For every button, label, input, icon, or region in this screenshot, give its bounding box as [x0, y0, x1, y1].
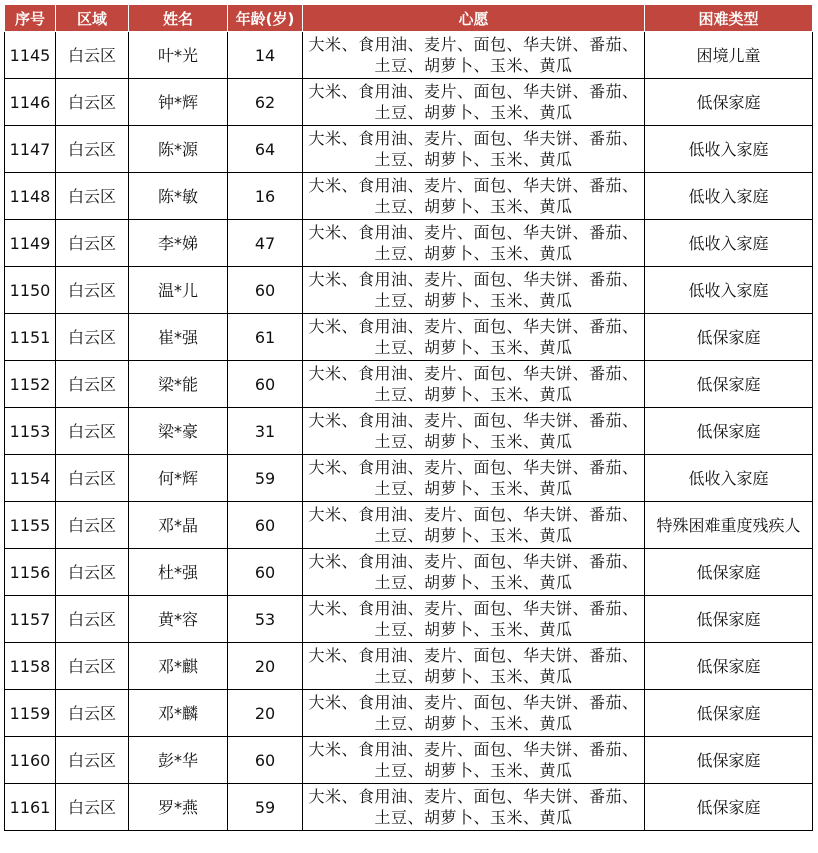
cell-district: 白云区	[56, 314, 129, 361]
cell-name: 崔*强	[129, 314, 228, 361]
header-wish: 心愿	[303, 5, 645, 32]
cell-name: 罗*燕	[129, 784, 228, 831]
cell-wish	[303, 784, 645, 831]
cell-district: 白云区	[56, 32, 129, 79]
cell-wish	[303, 126, 645, 173]
cell-wish	[303, 408, 645, 455]
cell-type: 低保家庭	[645, 784, 813, 831]
cell-district: 白云区	[56, 408, 129, 455]
cell-age: 60	[228, 361, 303, 408]
cell-type: 低保家庭	[645, 643, 813, 690]
cell-district: 白云区	[56, 173, 129, 220]
cell-wish	[303, 502, 645, 549]
cell-name: 邓*麟	[129, 690, 228, 737]
header-district: 区域	[56, 5, 129, 32]
wish-list-table	[4, 4, 813, 831]
table-row	[5, 596, 813, 643]
cell-type: 低保家庭	[645, 408, 813, 455]
cell-id: 1159	[5, 690, 56, 737]
cell-district: 白云区	[56, 126, 129, 173]
table-body	[5, 32, 813, 831]
table-row	[5, 220, 813, 267]
cell-type: 低保家庭	[645, 79, 813, 126]
cell-id: 1154	[5, 455, 56, 502]
cell-id: 1156	[5, 549, 56, 596]
cell-name: 邓*晶	[129, 502, 228, 549]
cell-name: 梁*豪	[129, 408, 228, 455]
wish-line-2: 土豆、胡萝卜、玉米、黄瓜	[374, 150, 573, 169]
wish-line-2: 土豆、胡萝卜、玉米、黄瓜	[374, 620, 573, 639]
cell-district: 白云区	[56, 267, 129, 314]
wish-line-2: 土豆、胡萝卜、玉米、黄瓜	[374, 197, 573, 216]
cell-type: 低收入家庭	[645, 220, 813, 267]
wish-line-2: 土豆、胡萝卜、玉米、黄瓜	[374, 761, 573, 780]
cell-id: 1147	[5, 126, 56, 173]
wish-line-2: 土豆、胡萝卜、玉米、黄瓜	[374, 667, 573, 686]
cell-type: 低保家庭	[645, 690, 813, 737]
table-row	[5, 173, 813, 220]
cell-type: 低保家庭	[645, 596, 813, 643]
wish-line-2: 土豆、胡萝卜、玉米、黄瓜	[374, 385, 573, 404]
cell-age: 53	[228, 596, 303, 643]
cell-type: 低保家庭	[645, 361, 813, 408]
cell-wish	[303, 643, 645, 690]
cell-district: 白云区	[56, 596, 129, 643]
table-header	[5, 5, 813, 32]
cell-age: 61	[228, 314, 303, 361]
header-name: 姓名	[129, 5, 228, 32]
cell-type: 低收入家庭	[645, 267, 813, 314]
table-row	[5, 549, 813, 596]
cell-wish	[303, 79, 645, 126]
table-row	[5, 690, 813, 737]
wish-line-1: 大米、食用油、麦片、面包、华夫饼、番茄、	[308, 599, 639, 618]
cell-name: 李*娣	[129, 220, 228, 267]
cell-id: 1149	[5, 220, 56, 267]
cell-district: 白云区	[56, 502, 129, 549]
cell-wish	[303, 173, 645, 220]
wish-line-1: 大米、食用油、麦片、面包、华夫饼、番茄、	[308, 411, 639, 430]
cell-type: 低收入家庭	[645, 173, 813, 220]
cell-wish	[303, 314, 645, 361]
wish-line-2: 土豆、胡萝卜、玉米、黄瓜	[374, 244, 573, 263]
table-row	[5, 79, 813, 126]
wish-line-1: 大米、食用油、麦片、面包、华夫饼、番茄、	[308, 35, 639, 54]
cell-district: 白云区	[56, 549, 129, 596]
wish-line-1: 大米、食用油、麦片、面包、华夫饼、番茄、	[308, 82, 639, 101]
cell-name: 杜*强	[129, 549, 228, 596]
table-row	[5, 502, 813, 549]
cell-type: 困境儿童	[645, 32, 813, 79]
cell-id: 1157	[5, 596, 56, 643]
cell-name: 何*辉	[129, 455, 228, 502]
cell-age: 20	[228, 643, 303, 690]
table-row	[5, 643, 813, 690]
cell-name: 叶*光	[129, 32, 228, 79]
cell-district: 白云区	[56, 643, 129, 690]
cell-type: 低收入家庭	[645, 455, 813, 502]
wish-line-1: 大米、食用油、麦片、面包、华夫饼、番茄、	[308, 646, 639, 665]
cell-id: 1161	[5, 784, 56, 831]
wish-line-1: 大米、食用油、麦片、面包、华夫饼、番茄、	[308, 129, 639, 148]
cell-type: 低保家庭	[645, 737, 813, 784]
cell-name: 温*儿	[129, 267, 228, 314]
cell-wish	[303, 690, 645, 737]
cell-age: 16	[228, 173, 303, 220]
cell-id: 1145	[5, 32, 56, 79]
cell-wish	[303, 596, 645, 643]
wish-line-1: 大米、食用油、麦片、面包、华夫饼、番茄、	[308, 364, 639, 383]
table-row	[5, 126, 813, 173]
wish-line-2: 土豆、胡萝卜、玉米、黄瓜	[374, 338, 573, 357]
wish-line-1: 大米、食用油、麦片、面包、华夫饼、番茄、	[308, 458, 639, 477]
wish-line-1: 大米、食用油、麦片、面包、华夫饼、番茄、	[308, 693, 639, 712]
cell-id: 1146	[5, 79, 56, 126]
wish-line-2: 土豆、胡萝卜、玉米、黄瓜	[374, 573, 573, 592]
wish-line-2: 土豆、胡萝卜、玉米、黄瓜	[374, 56, 573, 75]
table-row	[5, 267, 813, 314]
cell-type: 特殊困难重度残疾人	[645, 502, 813, 549]
cell-district: 白云区	[56, 220, 129, 267]
header-row	[5, 5, 813, 32]
cell-age: 64	[228, 126, 303, 173]
wish-line-2: 土豆、胡萝卜、玉米、黄瓜	[374, 479, 573, 498]
table-row	[5, 32, 813, 79]
wish-line-1: 大米、食用油、麦片、面包、华夫饼、番茄、	[308, 223, 639, 242]
header-id: 序号	[5, 5, 56, 32]
cell-wish	[303, 549, 645, 596]
cell-age: 62	[228, 79, 303, 126]
cell-wish	[303, 455, 645, 502]
cell-wish	[303, 267, 645, 314]
cell-name: 彭*华	[129, 737, 228, 784]
table-row	[5, 314, 813, 361]
wish-line-2: 土豆、胡萝卜、玉米、黄瓜	[374, 432, 573, 451]
cell-age: 60	[228, 549, 303, 596]
wish-line-1: 大米、食用油、麦片、面包、华夫饼、番茄、	[308, 270, 639, 289]
table-row	[5, 408, 813, 455]
cell-age: 31	[228, 408, 303, 455]
cell-age: 60	[228, 267, 303, 314]
cell-age: 14	[228, 32, 303, 79]
wish-line-1: 大米、食用油、麦片、面包、华夫饼、番茄、	[308, 317, 639, 336]
wish-line-1: 大米、食用油、麦片、面包、华夫饼、番茄、	[308, 505, 639, 524]
wish-line-1: 大米、食用油、麦片、面包、华夫饼、番茄、	[308, 787, 639, 806]
cell-wish	[303, 737, 645, 784]
cell-age: 47	[228, 220, 303, 267]
wish-line-2: 土豆、胡萝卜、玉米、黄瓜	[374, 808, 573, 827]
cell-name: 陈*源	[129, 126, 228, 173]
cell-name: 邓*麒	[129, 643, 228, 690]
header-type: 困难类型	[645, 5, 813, 32]
wish-line-2: 土豆、胡萝卜、玉米、黄瓜	[374, 103, 573, 122]
cell-type: 低保家庭	[645, 549, 813, 596]
wish-line-2: 土豆、胡萝卜、玉米、黄瓜	[374, 526, 573, 545]
cell-district: 白云区	[56, 361, 129, 408]
wish-line-1: 大米、食用油、麦片、面包、华夫饼、番茄、	[308, 552, 639, 571]
table-row	[5, 737, 813, 784]
cell-district: 白云区	[56, 455, 129, 502]
cell-id: 1155	[5, 502, 56, 549]
table-row	[5, 455, 813, 502]
cell-name: 钟*辉	[129, 79, 228, 126]
cell-district: 白云区	[56, 784, 129, 831]
cell-id: 1158	[5, 643, 56, 690]
table-row	[5, 784, 813, 831]
cell-type: 低收入家庭	[645, 126, 813, 173]
cell-name: 陈*敏	[129, 173, 228, 220]
cell-id: 1148	[5, 173, 56, 220]
wish-line-1: 大米、食用油、麦片、面包、华夫饼、番茄、	[308, 176, 639, 195]
cell-district: 白云区	[56, 737, 129, 784]
cell-age: 20	[228, 690, 303, 737]
cell-type: 低保家庭	[645, 314, 813, 361]
cell-age: 59	[228, 784, 303, 831]
cell-name: 梁*能	[129, 361, 228, 408]
wish-line-1: 大米、食用油、麦片、面包、华夫饼、番茄、	[308, 740, 639, 759]
wish-line-2: 土豆、胡萝卜、玉米、黄瓜	[374, 714, 573, 733]
cell-wish	[303, 220, 645, 267]
cell-id: 1150	[5, 267, 56, 314]
cell-age: 60	[228, 737, 303, 784]
cell-id: 1151	[5, 314, 56, 361]
table-row	[5, 361, 813, 408]
cell-id: 1160	[5, 737, 56, 784]
wish-line-2: 土豆、胡萝卜、玉米、黄瓜	[374, 291, 573, 310]
cell-district: 白云区	[56, 79, 129, 126]
cell-name: 黄*容	[129, 596, 228, 643]
cell-wish	[303, 32, 645, 79]
cell-age: 60	[228, 502, 303, 549]
cell-id: 1153	[5, 408, 56, 455]
header-age: 年龄(岁)	[228, 5, 303, 32]
cell-district: 白云区	[56, 690, 129, 737]
cell-id: 1152	[5, 361, 56, 408]
cell-age: 59	[228, 455, 303, 502]
cell-wish	[303, 361, 645, 408]
